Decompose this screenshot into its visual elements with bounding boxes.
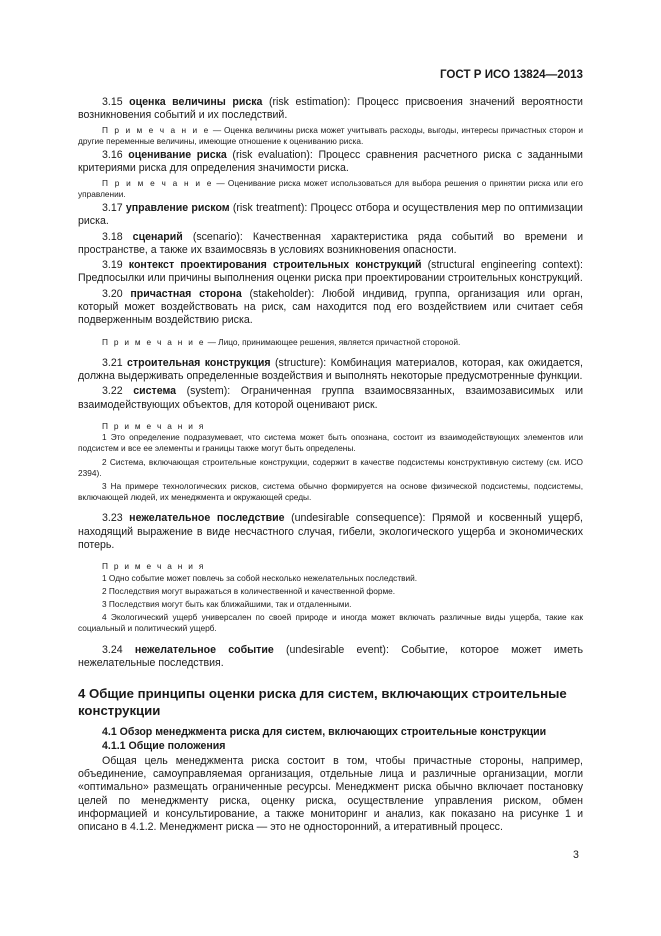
- note-3-15: [78, 125, 583, 147]
- note-label: П р и м е ч а н и е: [102, 177, 214, 188]
- spacer: [78, 672, 583, 679]
- clause-3-20: [78, 288, 583, 328]
- clause-number: 3.24: [102, 643, 123, 656]
- clause-number: 3.23: [102, 512, 123, 525]
- clause-definition: Событие, которое может иметь нежелательные последствия.: [78, 643, 583, 669]
- clause-term-en: (risk treatment):: [232, 202, 308, 214]
- clause-3-18: [78, 231, 583, 258]
- subsection-4-1-heading: 4.1 Обзор менеджмента риска для систем, включающих строительные конструкции: [102, 726, 547, 739]
- clause-number: 3.19: [102, 259, 123, 272]
- spacer: [78, 554, 583, 561]
- clause-number: 3.17: [102, 202, 123, 214]
- clause-definition: Комбинация материалов, которая, как ожидается, должна выдерживать определенные воздействия и выполнять некоторые предусмотренные функции.: [78, 356, 583, 383]
- clause-term: управление риском: [125, 202, 230, 214]
- note-text: — Оценивание риска может использоваться для выбора решения о принятии риска или его управлении.: [78, 177, 584, 199]
- clause-term: система: [133, 385, 177, 398]
- note-item: 4 Экологический ущерб универсален по своей природе и иногда может включать различные виды ущерба, такие как социальный и политический ущерб.: [78, 612, 583, 634]
- clause-definition: Любой индивид, группа, организация или орган, который может воздействовать на риск, сам находится под его воздействием или считает себя подверженным воздействию риска.: [78, 287, 583, 327]
- notes-label-3-22: П р и м е ч а н и я: [102, 421, 206, 432]
- clause-definition: Предпосылки или причины выполнения оценки риска при проектировании строительных конструкций.: [78, 272, 583, 285]
- page-number: 3: [573, 849, 579, 861]
- note-item: 2 Последствия могут выражаться в количественной и качественной форме.: [102, 585, 396, 596]
- clause-number: 3.22: [102, 385, 123, 398]
- clause-3-24: [78, 644, 583, 671]
- clause-number: 3.21: [102, 356, 123, 369]
- note-item: 1 Одно событие может повлечь за собой несколько нежелательных последствий.: [102, 572, 418, 583]
- clause-definition: Процесс отбора и осуществления мер по оптимизации риска.: [78, 202, 583, 228]
- clause-number: 3.20: [102, 287, 123, 300]
- clause-term: оценивание риска: [128, 149, 227, 161]
- clause-3-23: [78, 512, 583, 552]
- clause-term: контекст проектирования строительных конструкций: [128, 259, 422, 272]
- spacer: [78, 330, 583, 337]
- clause-number: 3.18: [102, 230, 123, 243]
- note-3-20: [78, 337, 583, 348]
- clause-term-en: (structural engineering context):: [427, 259, 583, 272]
- clause-term-en: (risk evaluation):: [232, 149, 313, 161]
- note-item: 3 Последствия могут быть как ближайшими, так и отдаленными.: [102, 598, 352, 609]
- clause-term: нежелательное последствие: [129, 512, 285, 525]
- spacer: [78, 350, 583, 357]
- spacer: [78, 637, 583, 644]
- clause-term-en: (stakeholder):: [249, 287, 315, 300]
- page-content: [78, 96, 583, 837]
- note-label: П р и м е ч а н и е: [102, 336, 206, 347]
- notes-label-3-23: П р и м е ч а н и я: [102, 561, 206, 572]
- spacer: [78, 679, 583, 686]
- clause-3-19: [78, 259, 583, 286]
- spacer: [78, 414, 583, 421]
- clause-3-16: [78, 149, 583, 176]
- note-item: 1 Это определение подразумевает, что система может быть опознана, состоит из взаимодействующих элементов или подсистем и все ее элементы и границы также могут быть определены.: [78, 432, 583, 454]
- clause-term: строительная конструкция: [127, 356, 271, 369]
- note-text: — Лицо, принимающее решения, является причастной стороной.: [207, 336, 461, 347]
- clause-term: причастная сторона: [130, 287, 242, 300]
- section-4-heading: 4 Общие принципы оценки риска для систем, включающих строительные конструкции: [78, 686, 567, 718]
- clause-term-en: (risk estimation):: [268, 96, 351, 108]
- note-3-16: [78, 178, 583, 200]
- note-item: 2 Система, включающая строительные конструкции, содержит в качестве подсистемы конструктивную систему (см. ИСО 2394).: [78, 456, 583, 478]
- clause-term-en: (undesirable event):: [285, 643, 389, 656]
- clause-term: оценка величины риска: [129, 96, 263, 108]
- spacer: [78, 505, 583, 512]
- clause-definition: Прямой и косвенный ущерб, находящий выражение в виде несчастного случая, гибели, экологического ущерба и экономических потерь.: [78, 512, 583, 552]
- running-header: ГОСТ Р ИСО 13824—2013: [439, 68, 583, 81]
- clause-term-en: (undesirable consequence):: [291, 512, 426, 525]
- spacer: [78, 719, 583, 726]
- clause-term: сценарий: [132, 230, 183, 243]
- paragraph-4-1-1: Общая цель менеджмента риска состоит в том, чтобы причастные стороны, например, объединение, самоуправляемая организация, отдельные лица и различные организации, могли «оптимально» размещать ограниченные ресурсы. Менеджмент риска обычно включает постановку целей по менеджменту риска, оценку риска, осуществление управления риском, обмен информацией и консультирование, а также мониторинг и анализ, как показано на рисунке 1 и описано в 4.1.2. Менеджмент риска — это не односторонний, а итеративный процесс.: [78, 754, 583, 834]
- subsection-4-1-1-heading: 4.1.1 Общие положения: [102, 740, 226, 753]
- clause-number: 3.15: [102, 96, 123, 108]
- clause-3-22: [78, 385, 583, 412]
- clause-definition: Ограниченная группа взаимосвязанных, взаимозависимых или взаимодействующих объектов, для которой оценивают риск.: [78, 385, 583, 411]
- clause-3-15: [78, 96, 583, 123]
- clause-definition: Процесс сравнения расчетного риска с заданными критериями риска для определения значимости риска.: [78, 149, 583, 175]
- clause-number: 3.16: [102, 149, 123, 161]
- note-label: П р и м е ч а н и е: [102, 124, 210, 135]
- clause-term-en: (scenario):: [192, 230, 243, 243]
- clause-definition: Процесс присвоения значений вероятности возникновения событий и их последствий.: [78, 96, 583, 122]
- clause-term-en: (system):: [186, 385, 231, 398]
- clause-3-17: [78, 202, 583, 229]
- clause-definition: Качественная характеристика ряда событий во времени и пространстве, а также их взаимосвязь в условиях возникновения опасности.: [78, 230, 584, 256]
- note-text: — Оценка величины риска может учитывать расходы, выгоды, интересы причастных сторон и другие переменные величины, имеющие отношение к оцениванию риска.: [78, 124, 583, 146]
- note-item: 3 На примере технологических рисков, система обычно формируется на основе физической подсистемы, подсистемы, включающей людей, их менеджмента и окружающей среды.: [78, 481, 583, 503]
- clause-term-en: (structure):: [275, 356, 327, 369]
- clause-term: нежелательное событие: [134, 643, 274, 656]
- clause-3-21: [78, 357, 583, 384]
